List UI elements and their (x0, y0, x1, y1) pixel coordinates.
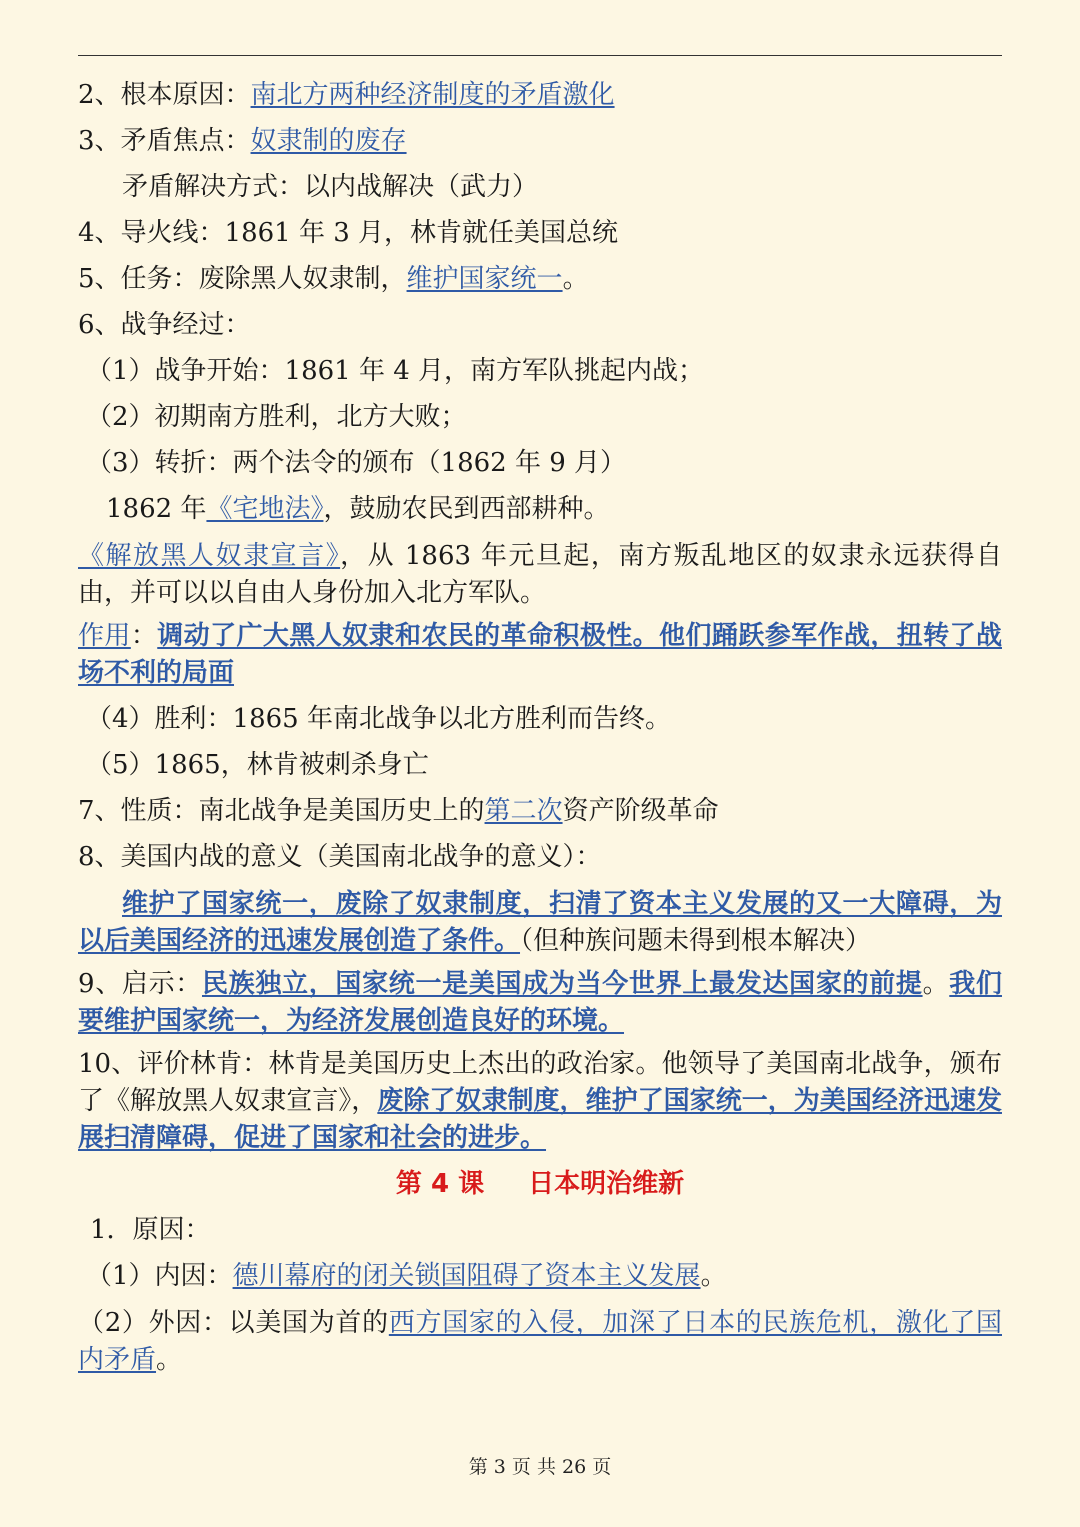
page-footer: 第 3 页 共 26 页 (468, 1456, 612, 1478)
focus-line: 3、矛盾焦点：奴隶制的废存 (78, 126, 407, 156)
significance-heading: 8、美国内战的意义（美国南北战争的意义）： (78, 842, 602, 872)
emancipation-paragraph: 《解放黑人奴隶宣言》，从 1863 年元旦起，南方叛乱地区的奴隶永远获得自由，并可以以自由人身份加入北方军队。 (78, 541, 1002, 608)
cause-line: 2、根本原因：南北方两种经济制度的矛盾激化 (78, 80, 615, 110)
process-item-1: （1）战争开始：1861 年 4 月，南方军队挑起内战； (86, 356, 705, 386)
highlight-text: 维护了国家统一，废除了奴隶制度，扫清了资本主义发展的又一大障碍，为以后美国经济的迅速发展创造了条件。 (78, 889, 1002, 956)
highlight-text: 调动了广大黑人奴隶和农民的革命积极性。他们踊跃参军作战，扭转了战场不利的局面 (78, 621, 1002, 688)
highlight-text: 我们要维护国家统一，为经济发展创造良好的环境。 (78, 969, 1002, 1036)
process-item-3: （3）转折：两个法令的颁布（1862 年 9 月） (86, 448, 627, 478)
process-item-4: （4）胜利：1865 年南北战争以北方胜利而告终。 (86, 704, 671, 734)
highlight-text: 《解放黑人奴隶宣言》 (78, 541, 341, 571)
highlight-text: 维护国家统一 (406, 264, 563, 294)
highlight-text: 奴隶制的废存 (250, 126, 407, 156)
trigger-line: 4、导火线：1861 年 3 月，林肯就任美国总统 (78, 218, 619, 248)
lesson-name: 日本明治维新 (528, 1169, 685, 1199)
highlight-text: 第二次 (484, 796, 563, 826)
lesson-learned-paragraph: 9、启示：民族独立，国家统一是美国成为当今世界上最发达国家的前提。我们要维护国家统一，为经济发展创造良好的环境。 (78, 969, 1002, 1036)
process-item-2: （2）初期南方胜利，北方大败； (86, 402, 467, 432)
lesson-title (78, 1161, 1002, 1207)
highlight-text: 南北方两种经济制度的矛盾激化 (250, 80, 615, 110)
homestead-act-line: 1862 年《宅地法》，鼓励农民到西部耕种。 (106, 494, 610, 524)
highlight-text: 德川幕府的闭关锁国阻碍了资本主义发展 (232, 1261, 701, 1291)
highlight-text: 民族独立，国家统一是美国成为当今世界上最发达国家的前提 (201, 969, 923, 999)
effect-label: 作用 (78, 621, 131, 651)
page-content (78, 72, 1002, 1383)
lesson-number: 第 4 课 (395, 1169, 485, 1199)
header-rule (78, 55, 1002, 56)
process-item-5: （5）1865，林肯被刺杀身亡 (86, 750, 429, 780)
lincoln-evaluation-paragraph: 10、评价林肯：林肯是美国历史上杰出的政治家。他领导了美国南北战争，颁布了《解放黑人奴隶宣言》，废除了奴隶制度，维护了国家统一，为美国经济迅速发展扫清障碍，促进了国家和社会的进步。 (78, 1049, 1002, 1153)
nature-line: 7、性质：南北战争是美国历史上的第二次资产阶级革命 (78, 796, 719, 826)
highlight-text: 《宅地法》 (206, 494, 324, 524)
task-line: 5、任务：废除黑人奴隶制，维护国家统一。 (78, 264, 589, 294)
effect-paragraph: 作用：调动了广大黑人奴隶和农民的革命积极性。他们踊跃参军作战，扭转了战场不利的局面 (78, 621, 1002, 688)
resolution-line: 矛盾解决方式：以内战解决（武力） (122, 172, 539, 202)
meiji-internal-cause: （1）内因：德川幕府的闭关锁国阻碍了资本主义发展。 (86, 1261, 727, 1291)
highlight-text: 西方国家的入侵，加深了日本的民族危机，激化了国内矛盾 (78, 1308, 1002, 1375)
significance-paragraph: 维护了国家统一，废除了奴隶制度，扫清了资本主义发展的又一大障碍，为以后美国经济的迅速发展创造了条件。（但种族问题未得到根本解决） (78, 889, 1002, 956)
process-heading: 6、战争经过： (78, 310, 251, 340)
highlight-text: 废除了奴隶制度，维护了国家统一，为美国经济迅速发展扫清障碍，促进了国家和社会的进步。 (78, 1086, 1002, 1153)
meiji-external-cause: （2）外因：以美国为首的西方国家的入侵，加深了日本的民族危机，激化了国内矛盾。 (78, 1308, 1002, 1375)
meiji-cause-heading: 1．原因： (90, 1215, 211, 1245)
